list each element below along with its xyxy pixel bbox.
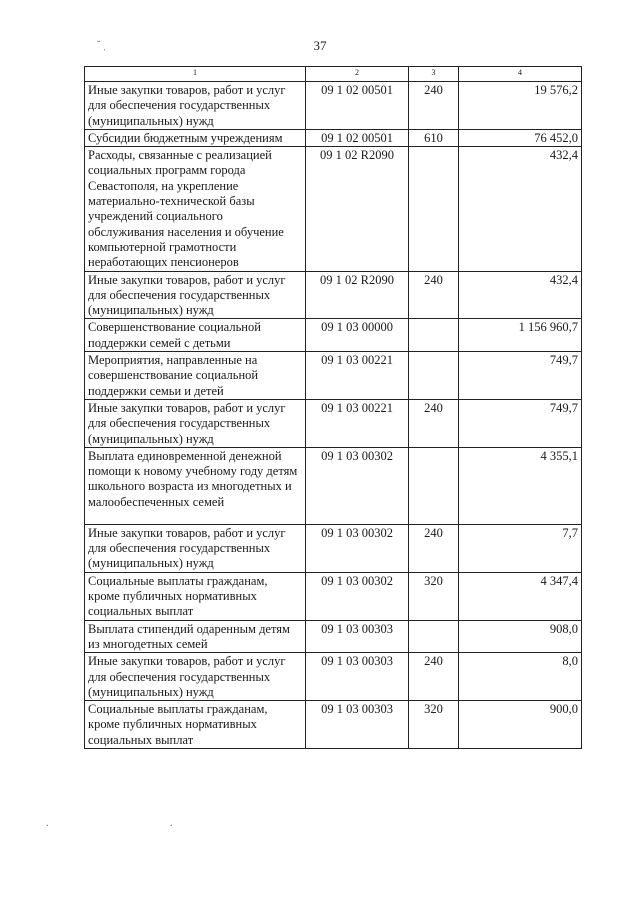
- column-header-2: 2: [306, 67, 409, 82]
- target-code: 09 1 03 00221: [306, 352, 409, 400]
- expense-name: Субсидии бюджетным учреждениям: [85, 129, 306, 146]
- target-code: 09 1 03 00221: [306, 399, 409, 447]
- amount: 4 355,1: [459, 447, 582, 524]
- target-code: 09 1 02 R2090: [306, 271, 409, 319]
- table-row: [85, 271, 582, 319]
- table-row: [85, 620, 582, 653]
- expense-name: Выплата стипендий одаренным детям из многодетных семей: [85, 620, 306, 653]
- expense-type: 320: [409, 701, 459, 749]
- expense-name: Иные закупки товаров, работ и услуг для обеспечения государственных (муниципальных) нужд: [85, 653, 306, 701]
- amount: 432,4: [459, 271, 582, 319]
- target-code: 09 1 02 00501: [306, 82, 409, 130]
- page-number: 37: [313, 38, 327, 53]
- target-code: 09 1 02 R2090: [306, 147, 409, 271]
- header-row: [85, 67, 582, 82]
- target-code: 09 1 03 00303: [306, 701, 409, 749]
- expense-name: Иные закупки товаров, работ и услуг для обеспечения государственных (муниципальных) нужд: [85, 271, 306, 319]
- table-row: [85, 82, 582, 130]
- expense-name: Мероприятия, направленные на совершенствование социальной поддержки семьи и детей: [85, 352, 306, 400]
- column-header-4: 4: [459, 67, 582, 82]
- scan-artifact: .: [46, 818, 49, 829]
- scan-artifact: ˘ ˌ: [97, 40, 107, 51]
- table-row: [85, 399, 582, 447]
- target-code: 09 1 03 00302: [306, 524, 409, 572]
- target-code: 09 1 03 00303: [306, 620, 409, 653]
- expense-name: Иные закупки товаров, работ и услуг для обеспечения государственных (муниципальных) нужд: [85, 524, 306, 572]
- column-header-3: 3: [409, 67, 459, 82]
- expense-type: 240: [409, 653, 459, 701]
- expense-type: [409, 447, 459, 524]
- target-code: 09 1 03 00302: [306, 572, 409, 620]
- scan-artifact: .: [170, 818, 173, 829]
- budget-table: [84, 66, 582, 749]
- table-row: [85, 653, 582, 701]
- expense-name: Совершенствование социальной поддержки семей с детьми: [85, 319, 306, 352]
- table-row: [85, 447, 582, 524]
- expense-name: Иные закупки товаров, работ и услуг для обеспечения государственных (муниципальных) нужд: [85, 82, 306, 130]
- expense-type: 240: [409, 271, 459, 319]
- target-code: 09 1 03 00000: [306, 319, 409, 352]
- table-row: [85, 572, 582, 620]
- expense-name: Расходы, связанные с реализацией социальных программ города Севастополя, на укрепление материально-технической базы учреждений социального обслуживания населения и обучение компьютерной грамотности неработающих пенсионеров: [85, 147, 306, 271]
- expense-type: 240: [409, 524, 459, 572]
- expense-type: [409, 319, 459, 352]
- target-code: 09 1 02 00501: [306, 129, 409, 146]
- table-row: [85, 352, 582, 400]
- expense-name: Иные закупки товаров, работ и услуг для обеспечения государственных (муниципальных) нужд: [85, 399, 306, 447]
- target-code: 09 1 03 00302: [306, 447, 409, 524]
- amount: 908,0: [459, 620, 582, 653]
- amount: 900,0: [459, 701, 582, 749]
- expense-type: [409, 147, 459, 271]
- table-row: [85, 129, 582, 146]
- table-row: [85, 319, 582, 352]
- expense-type: 240: [409, 399, 459, 447]
- expense-type: [409, 352, 459, 400]
- amount: 8,0: [459, 653, 582, 701]
- amount: 749,7: [459, 399, 582, 447]
- column-header-1: 1: [85, 67, 306, 82]
- expense-type: 320: [409, 572, 459, 620]
- expense-name: Социальные выплаты гражданам, кроме публичных нормативных социальных выплат: [85, 572, 306, 620]
- amount: 7,7: [459, 524, 582, 572]
- target-code: 09 1 03 00303: [306, 653, 409, 701]
- amount: 4 347,4: [459, 572, 582, 620]
- amount: 19 576,2: [459, 82, 582, 130]
- amount: 1 156 960,7: [459, 319, 582, 352]
- amount: 749,7: [459, 352, 582, 400]
- expense-name: Выплата единовременной денежной помощи к новому учебному году детям школьного возраста из многодетных и малообеспеченных семей: [85, 447, 306, 524]
- table-row: [85, 524, 582, 572]
- amount: 432,4: [459, 147, 582, 271]
- expense-type: 610: [409, 129, 459, 146]
- expense-name: Социальные выплаты гражданам, кроме публичных нормативных социальных выплат: [85, 701, 306, 749]
- expense-type: 240: [409, 82, 459, 130]
- expense-type: [409, 620, 459, 653]
- table-row: [85, 701, 582, 749]
- amount: 76 452,0: [459, 129, 582, 146]
- table-row: [85, 147, 582, 271]
